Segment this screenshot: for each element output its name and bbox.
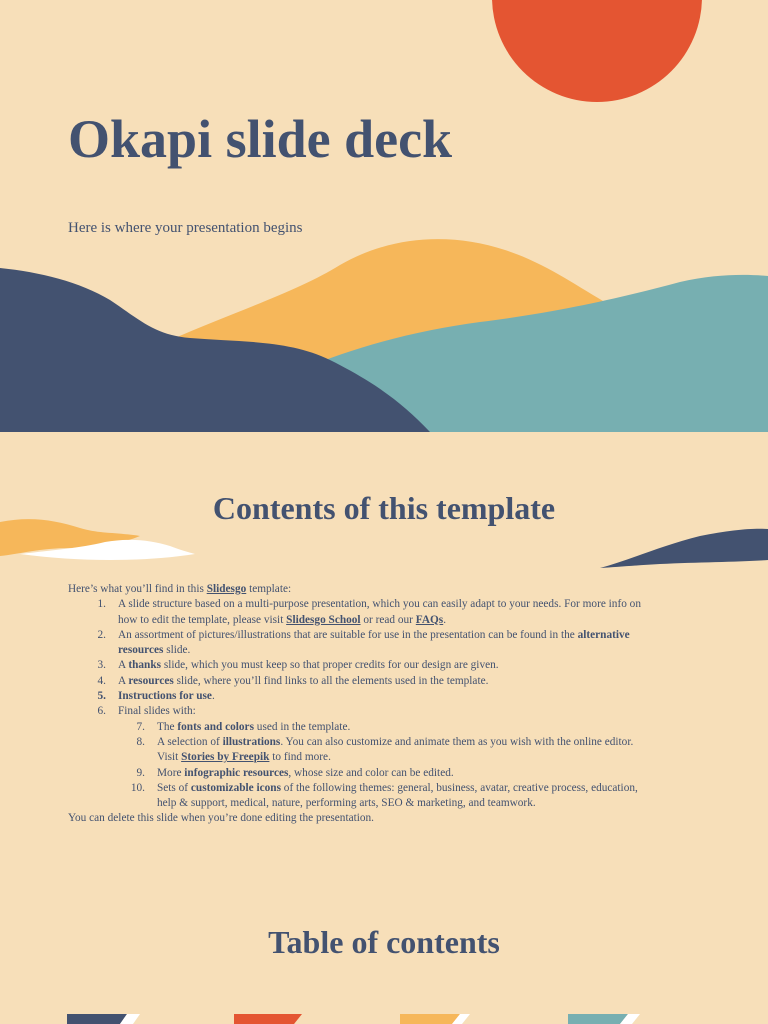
list-item: 10. Sets of customizable icons of the following themes: general, business, avatar, creative process, education, help & support, medical, nature, performing arts, SEO & marketing, and teamwork.	[130, 781, 638, 810]
list-item: 3. A thanks slide, which you must keep so that proper credits for our design are given.	[97, 659, 499, 672]
list-item: 8. A selection of illustrations. You can also customize and animate them as you wish with the online editor. Visit Stories by Freepik to find more.	[136, 735, 634, 764]
stories-by-freepik-link[interactable]: Stories by Freepik	[181, 751, 270, 764]
faqs-link[interactable]: FAQs	[415, 613, 444, 626]
toc-tab-teal	[568, 1014, 628, 1024]
contents-body	[68, 582, 708, 827]
hills-illustration	[0, 0, 768, 432]
slidesgo-link[interactable]: Slidesgo	[206, 583, 247, 595]
intro-line: Here’s what you’ll find in this Slidesgo template:	[68, 583, 292, 595]
toc-tabs	[0, 864, 768, 1024]
slide-title: Okapi slide deck	[68, 109, 453, 169]
toc-tab-yellow	[400, 1014, 460, 1024]
list-item: 9. More infographic resources, whose size and color can be edited.	[136, 766, 454, 779]
list-item: 7. The fonts and colors used in the template.	[136, 720, 351, 733]
list-item: 1. A slide structure based on a multi-purpose presentation, which you can easily adapt to your needs. For more info on how to edit the template, please visit Slidesgo School or read our FAQs.	[97, 598, 641, 626]
outro-line: You can delete this slide when you’re done editing the presentation.	[68, 812, 374, 825]
contents-slide	[0, 432, 768, 864]
cover-slide	[0, 0, 768, 432]
toc-tab-orange	[234, 1014, 302, 1024]
slide-subtitle: Here is where your presentation begins	[68, 220, 303, 236]
toc-tab-navy	[67, 1014, 127, 1024]
contents-heading: Contents of this template	[212, 490, 556, 526]
list-item: 6. Final slides with:	[97, 705, 196, 718]
navy-wave-right	[600, 529, 768, 568]
toc-heading: Table of contents	[268, 924, 500, 960]
list-item: 2. An assortment of pictures/illustrations that are suitable for use in the presentation can be found in the alternative resources slide.	[97, 628, 630, 657]
table-of-contents-slide	[0, 864, 768, 1024]
list-item: 5. Instructions for use.	[97, 690, 215, 703]
slidesgo-school-link[interactable]: Slidesgo School	[286, 613, 361, 626]
list-item: 4. A resources slide, where you’ll find links to all the elements used in the template.	[97, 674, 489, 687]
